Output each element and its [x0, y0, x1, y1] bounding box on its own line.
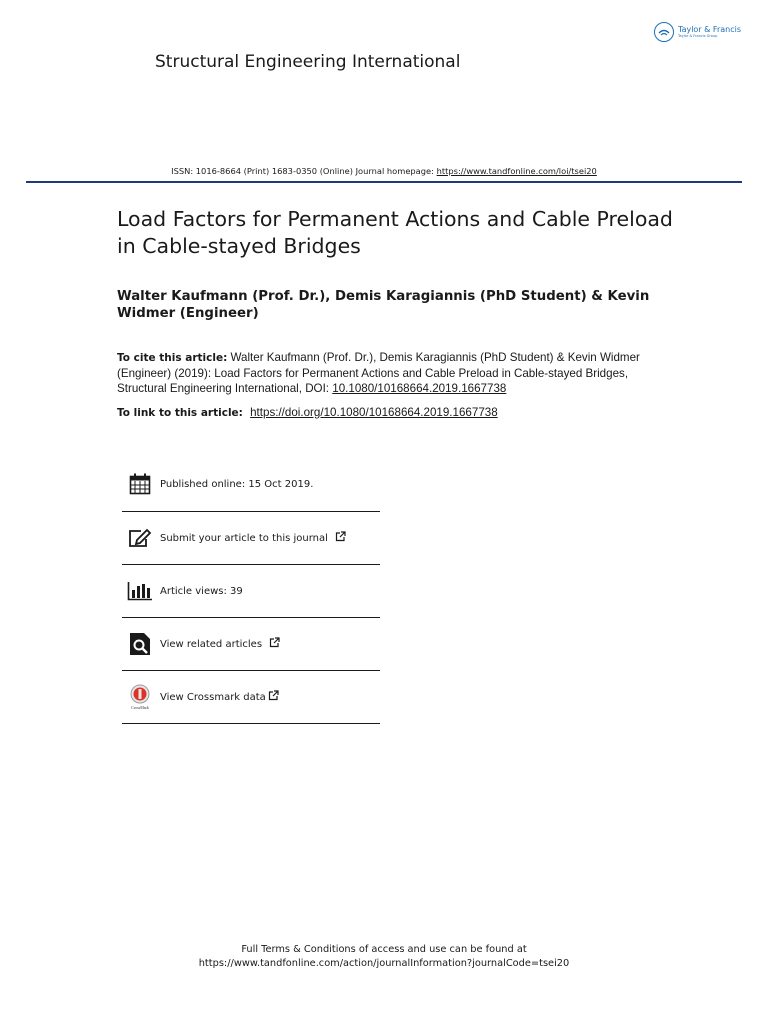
publisher-group: Taylor & Francis Group	[678, 33, 718, 38]
citation-label: To cite this article:	[117, 352, 228, 364]
issn-line	[0, 166, 768, 176]
submit-article-row[interactable]	[122, 512, 380, 565]
related-articles-link[interactable]: View related articles	[160, 639, 263, 650]
crossmark-row[interactable]	[122, 671, 380, 724]
terms-footer	[0, 943, 768, 971]
journal-homepage-link[interactable]: https://www.tandfonline.com/loi/tsei20	[436, 166, 597, 176]
crossmark-link[interactable]: View Crossmark data	[160, 692, 266, 703]
related-articles-row[interactable]	[122, 618, 380, 671]
published-online-row	[122, 457, 380, 512]
article-title: Load Factors for Permanent Actions and Cable Preload in Cable-stayed Bridges	[117, 207, 673, 258]
article-views-text: Article views: 39	[160, 585, 243, 597]
external-link-icon	[268, 690, 279, 704]
crossmark-icon	[126, 684, 154, 710]
published-online-text: Published online: 15 Oct 2019.	[160, 478, 314, 490]
terms-text: Full Terms & Conditions of access and use can be found at	[241, 944, 527, 955]
external-link-icon	[269, 637, 280, 651]
terms-url[interactable]: https://www.tandfonline.com/action/journalInformation?journalCode=tsei20	[198, 958, 570, 969]
citation-doi-link[interactable]: 10.1080/10168664.2019.1667738	[332, 382, 507, 395]
header-divider	[26, 181, 742, 183]
taylor-francis-logo-icon	[654, 22, 674, 42]
external-link-icon	[335, 531, 346, 545]
citation-text: Walter Kaufmann (Prof. Dr.), Demis Karagiannis (PhD Student) & Kevin Widmer (Engineer) (2019): Load Factors for Permanent Actions and Cable Preload in Cable-stayed Bridges, Structural Engineering International, DOI:	[117, 351, 640, 395]
publisher-brand: Taylor & Francis	[678, 24, 741, 34]
search-document-icon	[126, 631, 154, 657]
publisher-logo[interactable]	[654, 22, 741, 42]
article-doi-url[interactable]: https://doi.org/10.1080/10168664.2019.1667738	[250, 406, 498, 419]
svg-text:CrossMark: CrossMark	[131, 705, 149, 710]
article-info-list	[122, 457, 380, 724]
citation-block	[117, 350, 677, 396]
journal-title: Structural Engineering International	[155, 52, 461, 72]
issn-text: ISSN: 1016-8664 (Print) 1683-0350 (Online) Journal homepage:	[171, 166, 434, 176]
calendar-icon	[126, 471, 154, 497]
edit-icon	[126, 525, 154, 551]
article-link-label: To link to this article:	[117, 407, 243, 419]
bar-chart-icon	[126, 578, 154, 604]
article-link-block	[117, 405, 677, 421]
article-views-row	[122, 565, 380, 618]
submit-article-link[interactable]: Submit your article to this journal	[160, 533, 328, 544]
article-authors: Walter Kaufmann (Prof. Dr.), Demis Karagiannis (PhD Student) & Kevin Widmer (Engineer)	[117, 289, 650, 321]
